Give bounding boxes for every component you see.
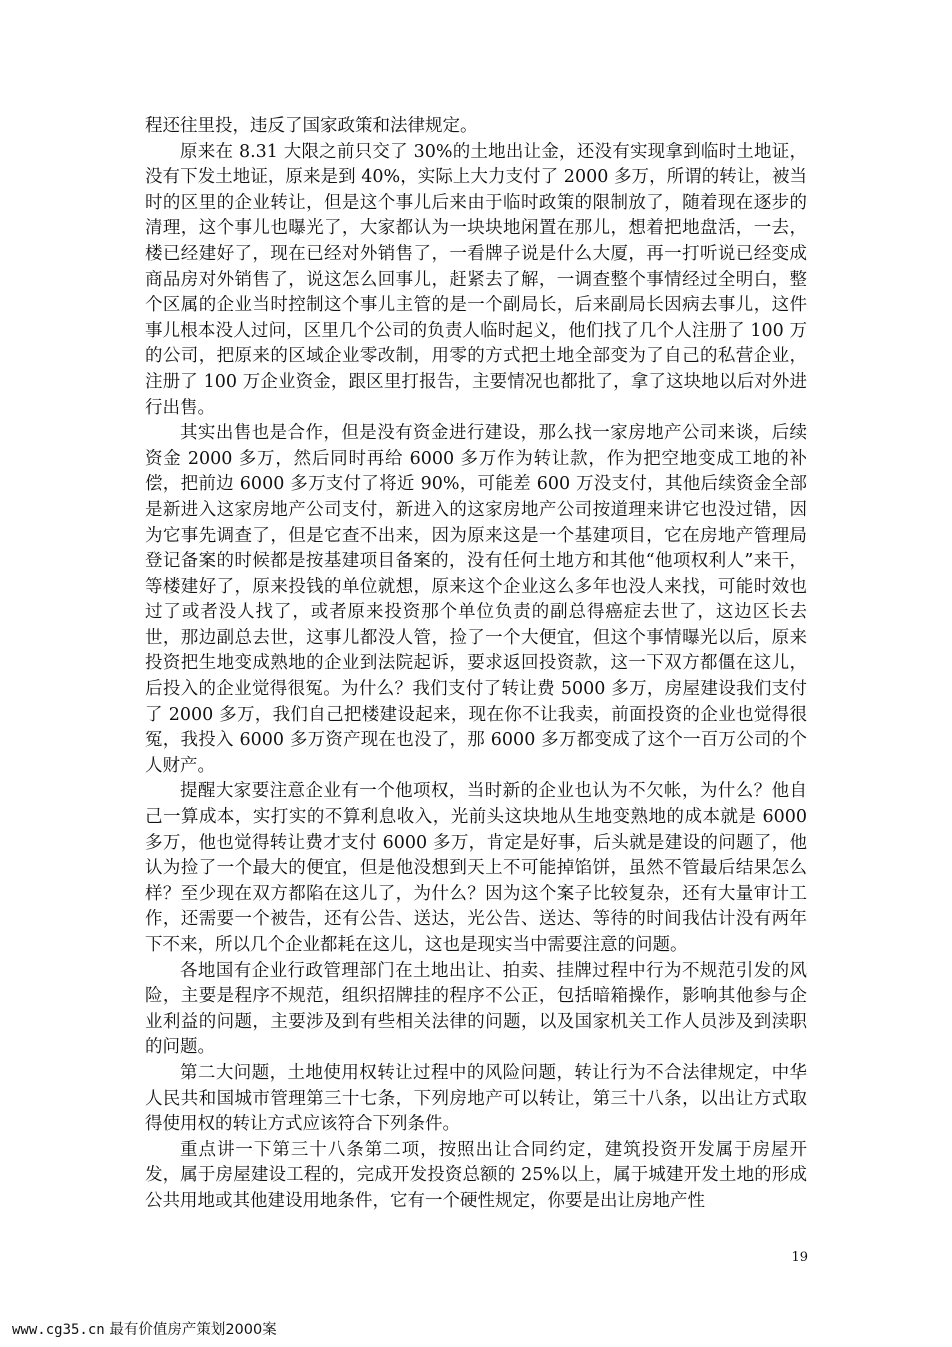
paragraph: 第二大问题，土地使用权转让过程中的风险问题，转让行为不合法律规定，中华人民共和国城市管理第三十七条，下列房地产可以转让，第三十八条，以出让方式取得使用权的转让方式应该符合下列条件。	[145, 1062, 807, 1135]
paragraph: 各地国有企业行政管理部门在土地出让、拍卖、挂牌过程中行为不规范引发的风险，主要是程序不规范，组织招牌挂的程序不公正，包括暗箱操作，影响其他参与企业利益的问题，主要涉及到有些相关法律的问题，以及国家机关工作人员涉及到渎职的问题。	[145, 960, 807, 1058]
paragraph-continuation: 程还往里投，违反了国家政策和法律规定。	[145, 116, 478, 136]
paragraph: 提醒大家要注意企业有一个他项权，当时新的企业也认为不欠帐，为什么？他自己一算成本，实打实的不算利息收入，光前头这块地从生地变熟地的成本就是 6000 多万，他也觉得转让费才支付 6000 多万，肯定是好事，后头就是建设的问题了，他认为捡了一个最大的便宜，但是他没想到天上不可能掉馅饼，虽然不管最后结果怎么样？至少现在双方都陷在这儿了，为什么？因为这个案子比较复杂，还有大量审计工作，还需要一个被告，还有公告、送达，光公告、送达、等待的时间我估计没有两年下不来，所以几个企业都耗在这儿，这也是现实当中需要注意的问题。	[145, 781, 807, 955]
footer-tagline: 最有价值房产策划2000案	[109, 1322, 277, 1338]
footer-url[interactable]: www.cg35.cn	[12, 1322, 105, 1338]
body-text	[145, 114, 807, 1215]
footer	[12, 1318, 277, 1339]
page-number: 19	[791, 1250, 808, 1265]
paragraph: 其实出售也是合作，但是没有资金进行建设，那么找一家房地产公司来谈，后续资金 2000 多万，然后同时再给 6000 多万作为转让款，作为把空地变成工地的补偿，把前边 6000 多万支付了将近 90%，可能差 600 万没支付，其他后续资金全部是新进入这家房地产公司支付，新进入的这家房地产公司按道理来讲它也没过错，因为它事先调查了，但是它查不出来，因为原来这是一个基建项目，它在房地产管理局登记备案的时候都是按基建项目备案的，没有任何土地方和其他“他项权利人”来干，等楼建好了，原来投钱的单位就想，原来这个企业这么多年也没人来找，可能时效也过了或者没人找了，或者原来投资那个单位负责的副总得癌症去世了，这边区长去世，那边副总去世，这事儿都没人管，捡了一个大便宜，但这个事情曝光以后，原来投资把生地变成熟地的企业到法院起诉，要求返回投资款，这一下双方都僵在这儿，后投入的企业觉得很冤。为什么？我们支付了转让费 5000 多万，房屋建设我们支付了 2000 多万，我们自己把楼建设起来，现在你不让我卖，前面投资的企业也觉得很冤，我投入 6000 多万资产现在也没了，那 6000 多万都变成了这个一百万公司的个人财产。	[145, 423, 807, 776]
paragraph: 原来在 8.31 大限之前只交了 30%的土地出让金，还没有实现拿到临时土地证，没有下发土地证，原来是到 40%，实际上大力支付了 2000 多万，所谓的转让，被当时的区里的企业转让，但是这个事儿后来由于临时政策的限制放了，随着现在逐步的清理，这个事儿也曝光了，大家都认为一块块地闲置在那儿，想着把地盘活，一去，楼已经建好了，现在已经对外销售了，一看牌子说是什么大厦，再一打听说已经变成商品房对外销售了，说这怎么回事儿，赶紧去了解，一调查整个事情经过全明白，整个区属的企业当时控制这个事儿主管的是一个副局长，后来副局长因病去事儿，这件事儿根本没人过问，区里几个公司的负责人临时起义，他们找了几个人注册了 100 万的公司，把原来的区域企业零改制，用零的方式把土地全部变为了自己的私营企业，注册了 100 万企业资金，跟区里打报告，主要情况也都批了，拿了这块地以后对外进行出售。	[145, 141, 807, 418]
paragraph: 重点讲一下第三十八条第二项，按照出让合同约定，建筑投资开发属于房屋开发，属于房屋建设工程的，完成开发投资总额的 25%以上，属于城建开发土地的形成公共用地或其他建设用地条件，它有一个硬性规定，你要是出让房地产性	[145, 1139, 807, 1211]
